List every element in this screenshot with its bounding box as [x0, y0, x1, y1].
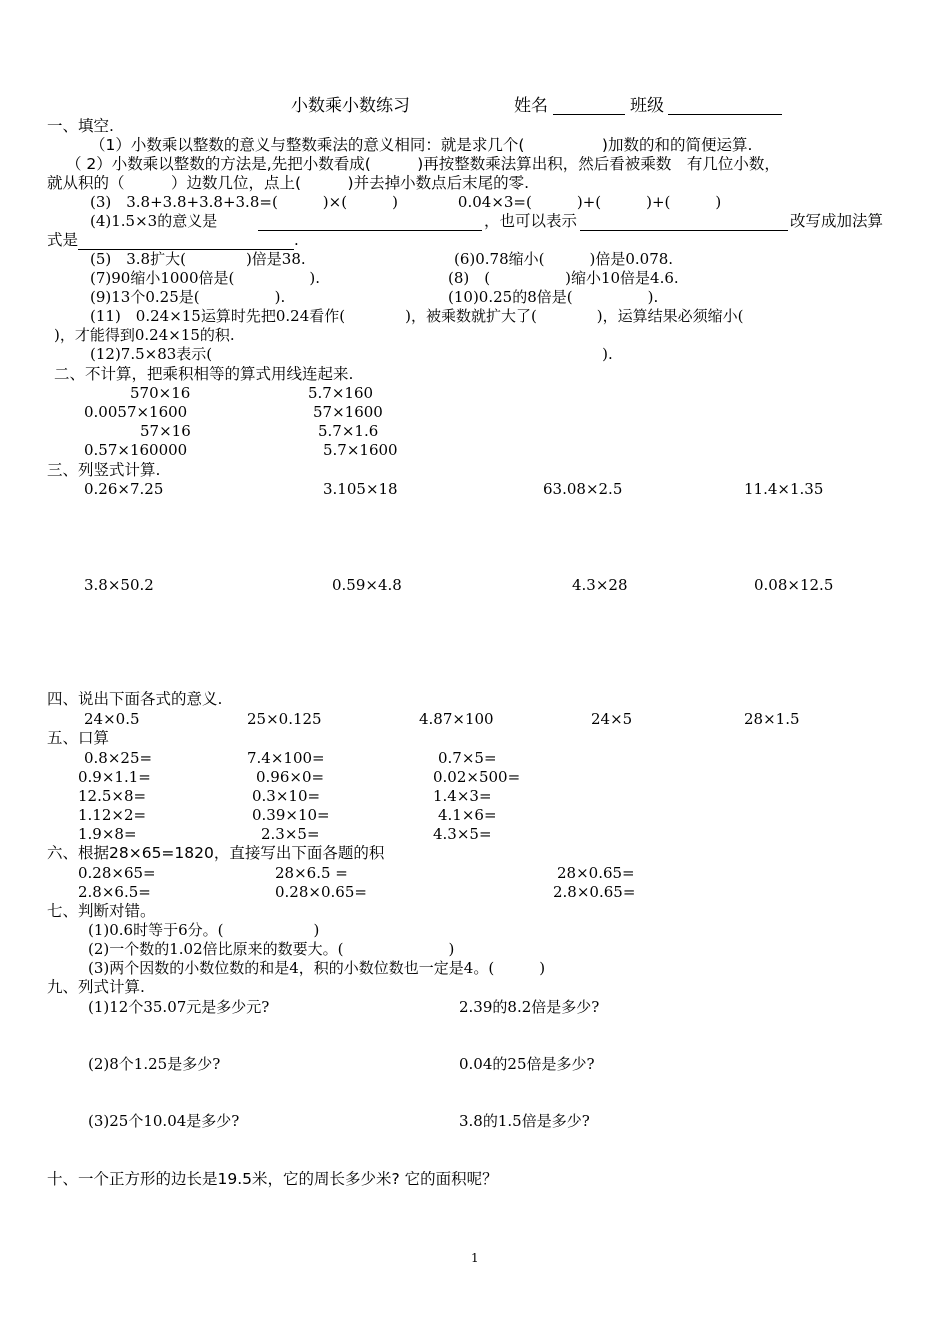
- word-problem-item: 3.8的1.5倍是多少?: [459, 1112, 590, 1130]
- match-left-item[interactable]: 57×16: [140, 422, 191, 440]
- mental-calc-item: 0.39×10=: [252, 806, 330, 824]
- section-1-heading: 一、填空.: [47, 117, 114, 135]
- fill-q11-line2: )，才能得到0.24×15的积.: [54, 326, 235, 344]
- mental-calc-item: 0.9×1.1=: [78, 768, 151, 786]
- product-item: 2.8×6.5=: [78, 883, 151, 901]
- section-10-question: 十、一个正方形的边长是19.5米，它的周长多少米? 它的面积呢？: [47, 1170, 498, 1188]
- section-9-heading: 九、列式计算.: [47, 978, 145, 996]
- vertical-calc-item: 63.08×2.5: [543, 480, 623, 498]
- section-2-heading: 二、不计算，把乘积相等的算式用线连起来.: [54, 365, 354, 383]
- match-left-item[interactable]: 570×16: [130, 384, 191, 402]
- meaning-item: 24×5: [591, 710, 633, 728]
- fill-q2-line2: 就从积的（ ）边数几位，点上( )并去掉小数点后末尾的零.: [47, 174, 530, 192]
- fill-q6: (6)0.78缩小( )倍是0.078.: [454, 250, 674, 268]
- match-right-item[interactable]: 5.7×1.6: [318, 422, 379, 440]
- class-label: 班级: [630, 96, 664, 116]
- mental-calc-item: 12.5×8=: [78, 787, 147, 805]
- fill-q4-period: .: [294, 231, 299, 249]
- section-5-heading: 五、口算: [47, 729, 110, 747]
- word-problem-item: 0.04的25倍是多少?: [459, 1055, 595, 1073]
- fill-q5: (5) 3.8扩大( )倍是38.: [90, 250, 306, 268]
- fill-q11-line1: (11) 0.24×15运算时先把0.24看作( )，被乘数就扩大了( )，运算结果必须缩小(: [90, 307, 744, 325]
- fill-q1: （1）小数乘以整数的意义与整数乘法的意义相同：就是求几个( )加数的和的简便运算.: [90, 136, 753, 154]
- fill-q10: (10)0.25的8倍是( ).: [448, 288, 659, 306]
- match-left-item[interactable]: 0.0057×1600: [84, 403, 188, 421]
- section-7-heading: 七、判断对错。: [47, 902, 156, 920]
- fill-q9: (9)13个0.25是( ).: [90, 288, 286, 306]
- true-false-item: (3)两个因数的小数位数的和是4，积的小数位数也一定是4。( ): [88, 959, 546, 977]
- true-false-item: (1)0.6时等于6分。( ): [88, 921, 320, 939]
- match-right-item[interactable]: 57×1600: [313, 403, 383, 421]
- mental-calc-item: 7.4×100=: [247, 749, 325, 767]
- fill-q12: (12)7.5×83表示( ).: [90, 345, 628, 363]
- meaning-item: 25×0.125: [247, 710, 322, 728]
- word-problem-item: 2.39的8.2倍是多少?: [459, 998, 600, 1016]
- fill-q4-blank1[interactable]: [258, 230, 482, 231]
- name-blank[interactable]: [553, 114, 625, 115]
- product-item: 0.28×65=: [78, 864, 156, 882]
- meaning-item: 24×0.5: [84, 710, 140, 728]
- product-item: 28×0.65=: [557, 864, 635, 882]
- page-number: 1: [471, 1251, 479, 1265]
- vertical-calc-item: 11.4×1.35: [744, 480, 824, 498]
- section-4-heading: 四、说出下面各式的意义.: [47, 690, 223, 708]
- vertical-calc-item: 3.105×18: [323, 480, 398, 498]
- match-left-item[interactable]: 0.57×160000: [84, 441, 188, 459]
- mental-calc-item: 4.3×5=: [433, 825, 492, 843]
- mental-calc-item: 0.02×500=: [433, 768, 521, 786]
- vertical-calc-item: 0.59×4.8: [332, 576, 402, 594]
- fill-q2-line1: （ 2）小数乘以整数的方法是,先把小数看成( )再按整数乘法算出积，然后看被乘数 有几位小数，: [66, 155, 780, 173]
- vertical-calc-item: 0.08×12.5: [754, 576, 834, 594]
- match-right-item[interactable]: 5.7×1600: [323, 441, 398, 459]
- page-title: 小数乘小数练习: [291, 96, 410, 116]
- mental-calc-item: 0.7×5=: [438, 749, 497, 767]
- fill-q4-part4: 式是: [47, 231, 79, 249]
- section-6-heading: 六、根据28×65=1820，直接写出下面各题的积: [47, 844, 385, 862]
- mental-calc-item: 1.4×3=: [433, 787, 492, 805]
- mental-calc-item: 0.96×0=: [256, 768, 325, 786]
- fill-q4-blank2[interactable]: [580, 230, 788, 231]
- mental-calc-item: 1.9×8=: [78, 825, 137, 843]
- fill-q4-part2: ，也可以表示: [484, 212, 578, 230]
- fill-q8: (8) ( )缩小10倍是4.6.: [448, 269, 679, 287]
- word-problem-item: (2)8个1.25是多少?: [88, 1055, 221, 1073]
- mental-calc-item: 1.12×2=: [78, 806, 147, 824]
- fill-q4-part1: (4)1.5×3的意义是: [90, 212, 218, 230]
- true-false-item: (2)一个数的1.02倍比原来的数要大。( ): [88, 940, 455, 958]
- meaning-item: 4.87×100: [419, 710, 494, 728]
- match-right-item[interactable]: 5.7×160: [308, 384, 374, 402]
- name-label: 姓名: [514, 96, 548, 116]
- mental-calc-item: 2.3×5=: [261, 825, 320, 843]
- mental-calc-item: 0.8×25=: [84, 749, 153, 767]
- mental-calc-item: 4.1×6=: [438, 806, 497, 824]
- product-item: 0.28×0.65=: [275, 883, 367, 901]
- vertical-calc-item: 4.3×28: [572, 576, 628, 594]
- class-blank[interactable]: [668, 114, 782, 115]
- mental-calc-item: 0.3×10=: [252, 787, 321, 805]
- product-item: 28×6.5 =: [275, 864, 348, 882]
- fill-q7: (7)90缩小1000倍是( ).: [90, 269, 320, 287]
- fill-q4-part3: 改写成加法算: [790, 212, 884, 230]
- vertical-calc-item: 3.8×50.2: [84, 576, 154, 594]
- vertical-calc-item: 0.26×7.25: [84, 480, 164, 498]
- section-3-heading: 三、列竖式计算.: [47, 461, 161, 479]
- fill-q3: (3) 3.8+3.8+3.8+3.8=( )×( ) 0.04×3=( )+( )+( ): [90, 193, 722, 211]
- meaning-item: 28×1.5: [744, 710, 800, 728]
- word-problem-item: (1)12个35.07元是多少元?: [88, 998, 270, 1016]
- word-problem-item: (3)25个10.04是多少?: [88, 1112, 240, 1130]
- product-item: 2.8×0.65=: [553, 883, 636, 901]
